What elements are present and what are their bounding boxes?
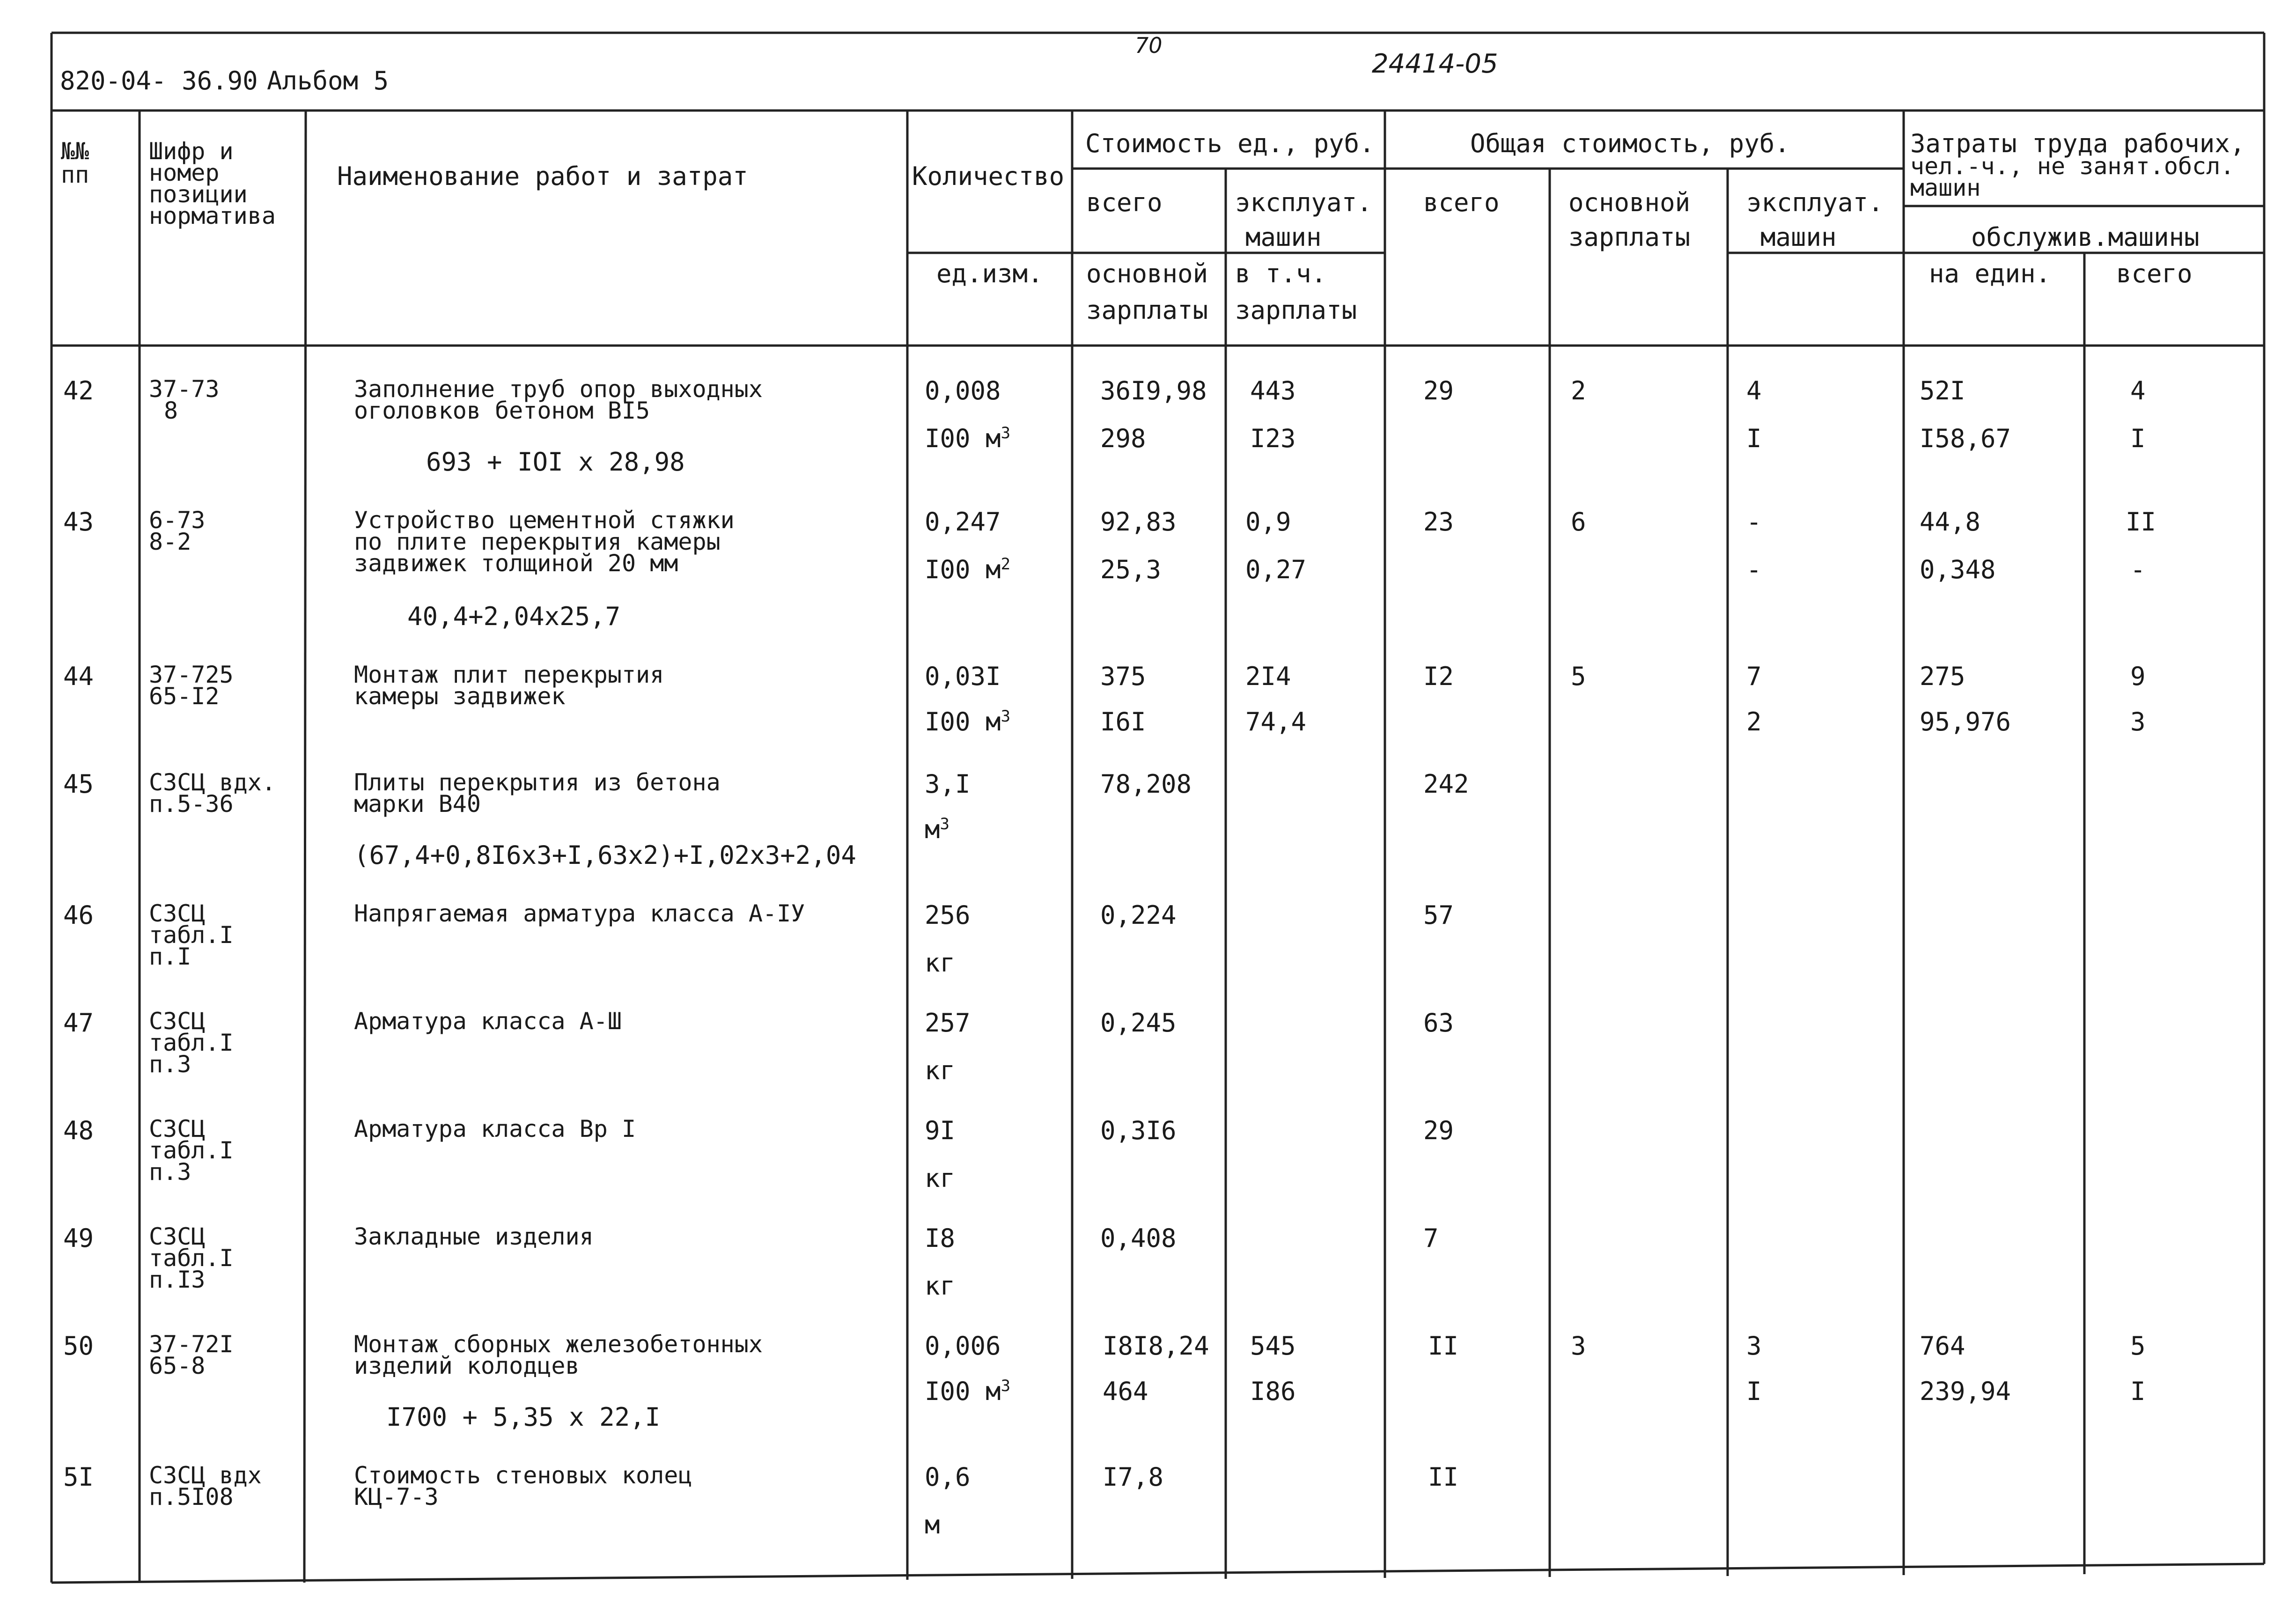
row-total: II (1428, 1331, 1459, 1361)
row-name: Плиты перекрытия из бетона (354, 769, 721, 796)
row-name: камеры задвижек (354, 683, 566, 710)
row-total-wage: 2 (1571, 376, 1586, 405)
row-unit: $м^3$ (925, 815, 949, 844)
col-name: Наименование работ и затрат (337, 162, 748, 191)
row-unit: м (925, 1510, 940, 1540)
col-total-wage-2: зарплаты (1568, 222, 1691, 252)
row-code: 8-2 (149, 528, 191, 555)
row-mach-wage: 0,27 (1245, 555, 1307, 584)
row-num: 5I (63, 1462, 94, 1492)
row-total-mach: 7 (1746, 662, 1762, 691)
row-labor-unit: 95,976 (1920, 707, 2011, 737)
col-unit-machines-1: эксплуат. (1235, 188, 1372, 217)
row-cost-total: I8I8,24 (1103, 1331, 1209, 1361)
col-unit-incl-1: в т.ч. (1235, 259, 1327, 288)
col-unit-incl-2: зарплаты (1235, 295, 1357, 325)
row-name: Стоимость стеновых колец (354, 1462, 692, 1489)
row-name: Монтаж плит перекрытия (354, 661, 664, 688)
row-cost-total: I7,8 (1103, 1462, 1164, 1492)
row-labor-total: 3 (2130, 707, 2146, 737)
col-cipher-line2: номер (149, 159, 220, 186)
row-code: табл.I (149, 921, 234, 949)
row-num: 45 (63, 769, 94, 799)
row-total: I2 (1423, 662, 1454, 691)
row-total-mach: 4 (1746, 376, 1762, 405)
row-labor-total: 9 (2130, 662, 2146, 691)
col-total-wage-1: основной (1568, 188, 1691, 217)
row-cost-total: 0,408 (1100, 1223, 1177, 1253)
row-total: II (1428, 1462, 1459, 1492)
row-formula: I700 + 5,35 x 22,I (386, 1402, 661, 1432)
row-name: оголовков бетоном BI5 (354, 397, 650, 424)
col-total-cost: Общая стоимость, руб. (1470, 129, 1790, 158)
row-unit: кг (925, 1271, 956, 1301)
row-labor-total: 5 (2130, 1331, 2146, 1361)
row-unit: кг (925, 948, 956, 978)
row-code: СЗСЦ вдх. (149, 769, 276, 796)
row-total-wage: 6 (1571, 507, 1586, 537)
album-label: Альбом 5 (267, 66, 389, 96)
row-total: 63 (1423, 1008, 1454, 1038)
col-cipher-line4: норматива (149, 202, 276, 229)
row-total: 23 (1423, 507, 1454, 537)
row-cost-total: 36I9,98 (1100, 376, 1207, 405)
row-num: 49 (63, 1223, 94, 1253)
col-unit-machines-2: машин (1245, 222, 1322, 252)
row-num: 46 (63, 900, 94, 930)
col-num-line2: пп (61, 161, 89, 188)
col-cipher-line1: Шифр и (149, 138, 234, 165)
row-code: табл.I (149, 1029, 234, 1056)
row-labor-unit: I58,67 (1920, 424, 2011, 453)
col-num-line1: №№ (61, 138, 89, 165)
row-total-mach: 2 (1746, 707, 1762, 737)
row-cost-total: 78,208 (1100, 769, 1192, 799)
col-qty: Количество (912, 162, 1065, 191)
col-total-mach-1: эксплуат. (1746, 188, 1884, 217)
row-code: СЗСЦ (149, 1008, 206, 1035)
row-name: КЦ-7-3 (354, 1483, 439, 1510)
row-num: 48 (63, 1116, 94, 1145)
doc-code: 24414-05 (1372, 49, 1498, 79)
row-code: п.I (149, 943, 191, 970)
row-code: 6-73 (149, 507, 206, 534)
row-total-mach: I (1746, 1377, 1762, 1406)
row-name: Заполнение труб опор выходных (354, 376, 763, 403)
row-unit: I00 $м^3$ (925, 1377, 1011, 1406)
col-unit-wage-2: зарплаты (1086, 295, 1208, 325)
row-total: 29 (1423, 1116, 1454, 1145)
col-total-all: всего (1423, 188, 1500, 217)
row-code: 65-8 (149, 1352, 206, 1379)
col-total-mach-2: машин (1760, 222, 1837, 252)
col-unit-cost: Стоимость ед., руб. (1085, 129, 1375, 158)
row-name: Напрягаемая арматура класса А-IУ (354, 900, 805, 927)
row-labor-unit: 52I (1920, 376, 1965, 405)
row-labor-total: I (2130, 424, 2146, 453)
row-formula: (67,4+0,8I6x3+I,63x2)+I,02x3+2,04 (354, 840, 856, 870)
row-code: 8 (164, 397, 178, 424)
col-labor-per-unit: на един. (1929, 259, 2051, 288)
col-labor-service: обслужив.машины (1971, 222, 2200, 252)
row-code: п.5-36 (149, 790, 234, 818)
row-cost-total: 92,83 (1100, 507, 1177, 537)
row-name: изделий колодцев (354, 1352, 580, 1379)
row-total-mach: - (1746, 555, 1762, 584)
row-name: марки В40 (354, 790, 481, 818)
col-labor-3: машин (1910, 174, 1981, 201)
col-cipher-line3: позиции (149, 181, 248, 208)
row-cost-wage: 298 (1100, 424, 1146, 453)
row-code: 37-72I (149, 1331, 234, 1358)
col-labor-total: всего (2116, 259, 2193, 288)
row-cost-total: 0,224 (1100, 900, 1177, 930)
row-code: табл.I (149, 1137, 234, 1164)
row-labor-unit: 0,348 (1920, 555, 1996, 584)
row-total-wage: 3 (1571, 1331, 1586, 1361)
row-name: Монтаж сборных железобетонных (354, 1331, 763, 1358)
row-code: 37-73 (149, 376, 220, 403)
row-total: 29 (1423, 376, 1454, 405)
row-labor-unit: 275 (1920, 662, 1965, 691)
row-code: СЗСЦ вдх (149, 1462, 262, 1489)
row-mach: 0,9 (1245, 507, 1291, 537)
row-total-mach: 3 (1746, 1331, 1762, 1361)
row-name: Закладные изделия (354, 1223, 594, 1250)
row-mach: 545 (1250, 1331, 1296, 1361)
col-labor-2: чел.-ч., не занят.обсл. (1910, 153, 2235, 180)
row-num: 44 (63, 662, 94, 691)
row-num: 42 (63, 376, 94, 405)
row-labor-unit: 764 (1920, 1331, 1965, 1361)
page-number: 70 (1135, 33, 1163, 58)
row-name: Устройство цементной стяжки (354, 507, 735, 534)
row-total-mach: - (1746, 507, 1762, 537)
row-total: 7 (1423, 1223, 1439, 1253)
row-cost-wage: 464 (1103, 1377, 1148, 1406)
row-qty: 256 (925, 900, 971, 930)
row-num: 43 (63, 507, 94, 537)
row-total-wage: 5 (1571, 662, 1586, 691)
row-total: 57 (1423, 900, 1454, 930)
row-code: п.I3 (149, 1266, 206, 1293)
row-num: 50 (63, 1331, 94, 1361)
row-cost-total: 0,3I6 (1100, 1116, 1177, 1145)
col-unit-total: всего (1086, 188, 1163, 217)
row-code: п.3 (149, 1051, 191, 1078)
row-cost-total: 0,245 (1100, 1008, 1177, 1038)
row-qty: 257 (925, 1008, 971, 1038)
row-qty: 0,008 (925, 376, 1001, 405)
col-labor-1: Затраты труда рабочих, (1910, 129, 2245, 158)
row-labor-total: II (2126, 507, 2156, 537)
row-total: 242 (1423, 769, 1469, 799)
row-qty: 0,03I (925, 662, 1001, 691)
row-code: п.5I08 (149, 1483, 234, 1510)
row-mach: 443 (1250, 376, 1296, 405)
row-qty: 3,I (925, 769, 971, 799)
row-qty: I8 (925, 1223, 956, 1253)
col-qty-unit: ед.изм. (936, 259, 1043, 288)
row-code: СЗСЦ (149, 1115, 206, 1142)
row-code: п.3 (149, 1158, 191, 1186)
row-mach-wage: 74,4 (1245, 707, 1307, 737)
row-cost-wage: 25,3 (1100, 555, 1162, 584)
row-name: задвижек толщиной 20 мм (354, 550, 678, 577)
row-total-mach: I (1746, 424, 1762, 453)
row-cost-wage: I6I (1100, 707, 1146, 737)
row-code: 37-725 (149, 661, 234, 688)
row-labor-unit: 239,94 (1920, 1377, 2011, 1406)
row-unit: кг (925, 1056, 956, 1085)
row-formula: 40,4+2,04x25,7 (407, 602, 621, 631)
row-name: по плите перекрытия камеры (354, 528, 721, 555)
row-labor-total: I (2130, 1377, 2146, 1406)
row-name: Арматура класса Вр I (354, 1115, 636, 1142)
row-unit: I00 $м^2$ (925, 555, 1011, 584)
row-code: табл.I (149, 1245, 234, 1272)
row-formula: 693 + IOI x 28,98 (426, 447, 685, 477)
row-qty: 0,6 (925, 1462, 971, 1492)
row-labor-unit: 44,8 (1920, 507, 1981, 537)
col-unit-wage-1: основной (1086, 259, 1208, 288)
row-code: 65-I2 (149, 683, 220, 710)
row-qty: 0,006 (925, 1331, 1001, 1361)
row-labor-total: - (2130, 555, 2146, 584)
row-num: 47 (63, 1008, 94, 1038)
row-mach-wage: I86 (1250, 1377, 1296, 1406)
row-mach-wage: I23 (1250, 424, 1296, 453)
row-labor-total: 4 (2130, 376, 2146, 405)
row-mach: 2I4 (1245, 662, 1291, 691)
row-unit: I00 $м^3$ (925, 424, 1011, 453)
row-qty: 0,247 (925, 507, 1001, 537)
row-code: СЗСЦ (149, 900, 206, 927)
row-name: Арматура класса А-Ш (354, 1008, 622, 1035)
row-qty: 9I (925, 1116, 956, 1145)
row-unit: кг (925, 1164, 956, 1193)
row-cost-total: 375 (1100, 662, 1146, 691)
row-code: СЗСЦ (149, 1223, 206, 1250)
series-code: 820-04- 36.90 (60, 66, 258, 96)
row-unit: I00 $м^3$ (925, 707, 1011, 737)
